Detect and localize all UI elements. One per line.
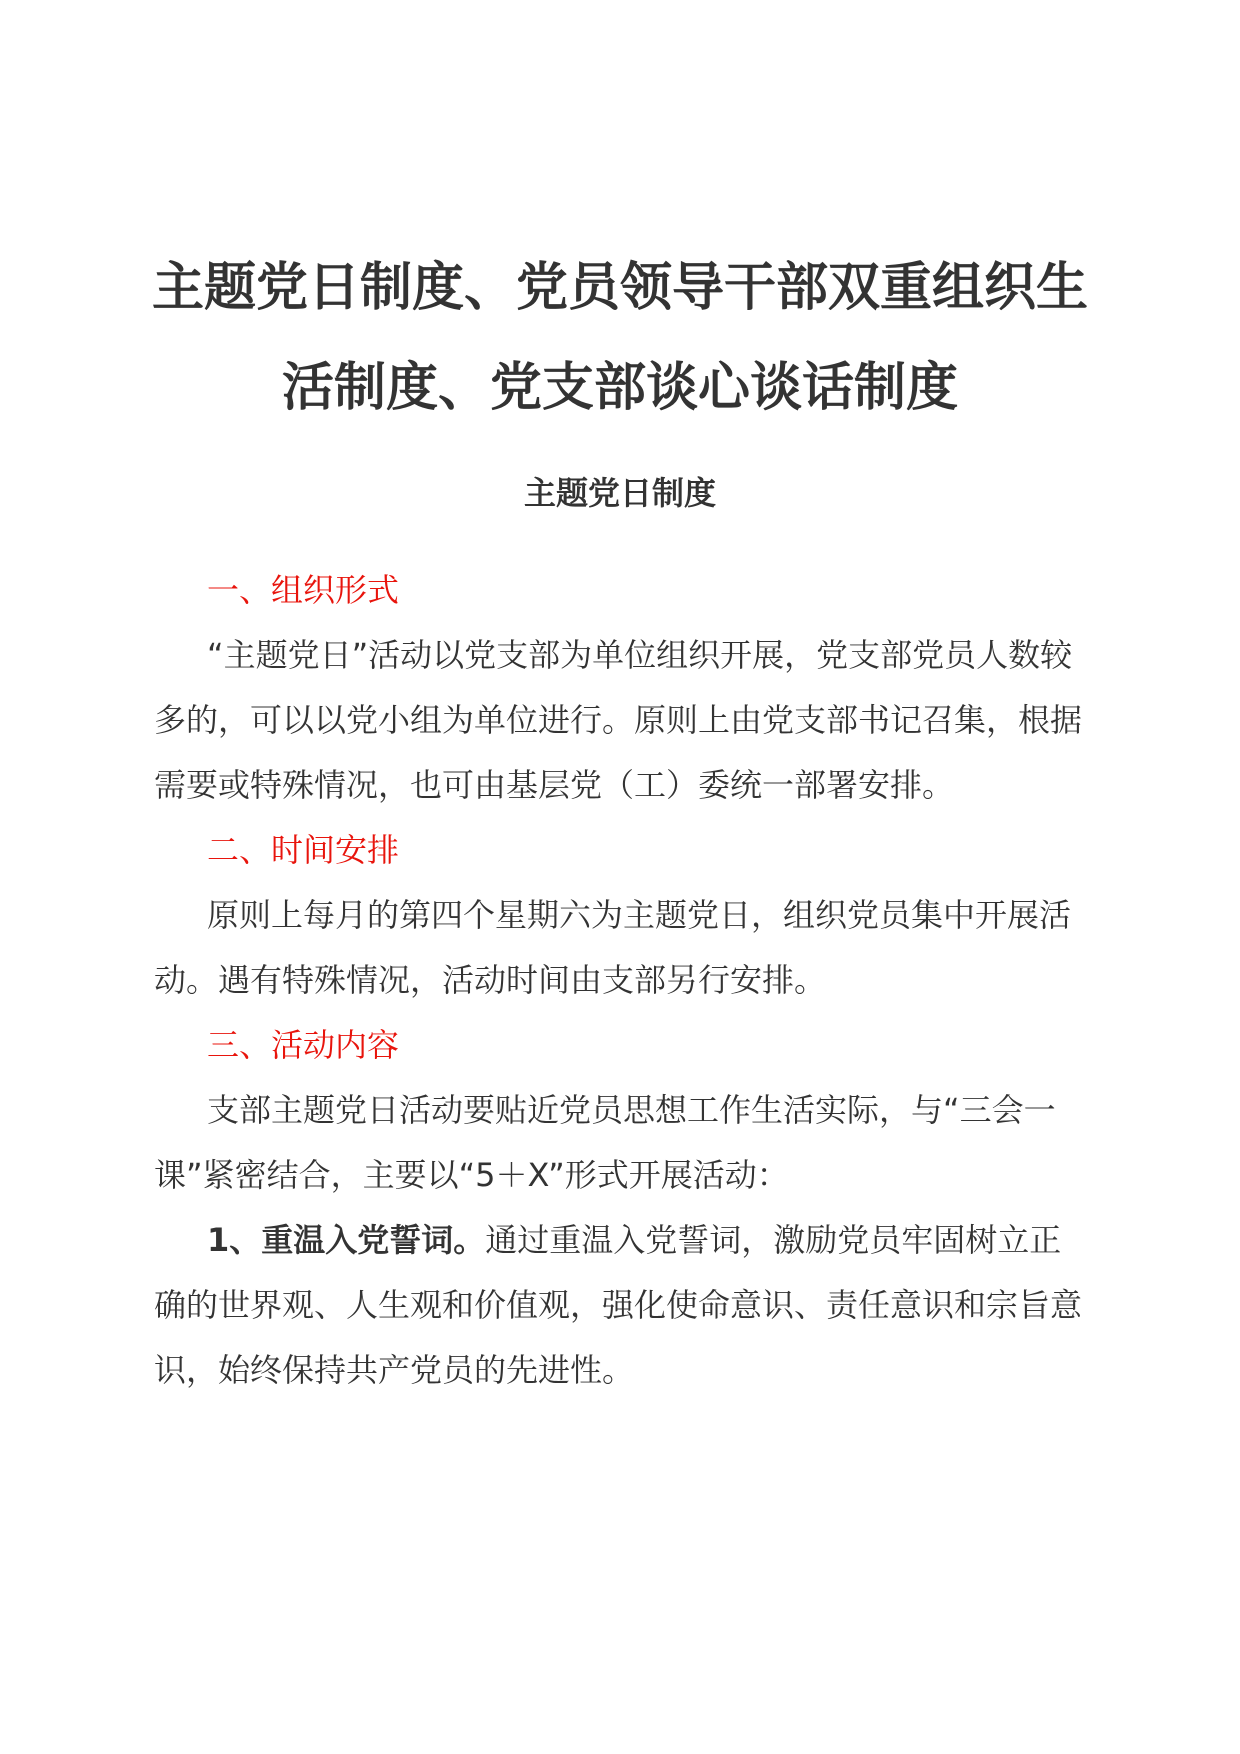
paragraph-time-arrangement: 原则上每月的第四个星期六为主题党日，组织党员集中开展活动。遇有特殊情况，活动时间由支部另行安排。 [154, 896, 1072, 999]
list-item-oath [154, 1208, 1084, 1403]
document-title-line-1: 主题党日制度、党员领导干部双重组织生 [151, 258, 1088, 318]
document-title-line-2: 活制度、党支部谈心谈话制度 [281, 358, 958, 418]
heading-time-arrangement: 二、时间安排 [207, 831, 400, 869]
paragraph-activity-content: 支部主题党日活动要贴近党员思想工作生活实际，与“三会一课”紧密结合，主要以“5＋X”形式开展活动： [154, 1091, 1056, 1194]
document-body [154, 558, 1084, 1403]
paragraph-organization-form: “主题党日”活动以党支部为单位组织开展，党支部党员人数较多的，可以以党小组为单位进行。原则上由党支部书记召集，根据需要或特殊情况，也可由基层党（工）委统一部署安排。 [154, 636, 1083, 804]
heading-activity-content: 三、活动内容 [207, 1026, 400, 1064]
list-item-oath-title: 1、重温入党誓词。 [207, 1221, 486, 1259]
section-title: 主题党日制度 [523, 474, 716, 512]
list-item-oath-text: 通过重温入党誓词，激励党员牢固树立正确的世界观、人生观和价值观，强化使命意识、责任意识和宗旨意识，始终保持共产党员的先进性。 [154, 1221, 1083, 1389]
heading-organization-form: 一、组织形式 [207, 571, 400, 609]
document-title [150, 238, 1090, 438]
